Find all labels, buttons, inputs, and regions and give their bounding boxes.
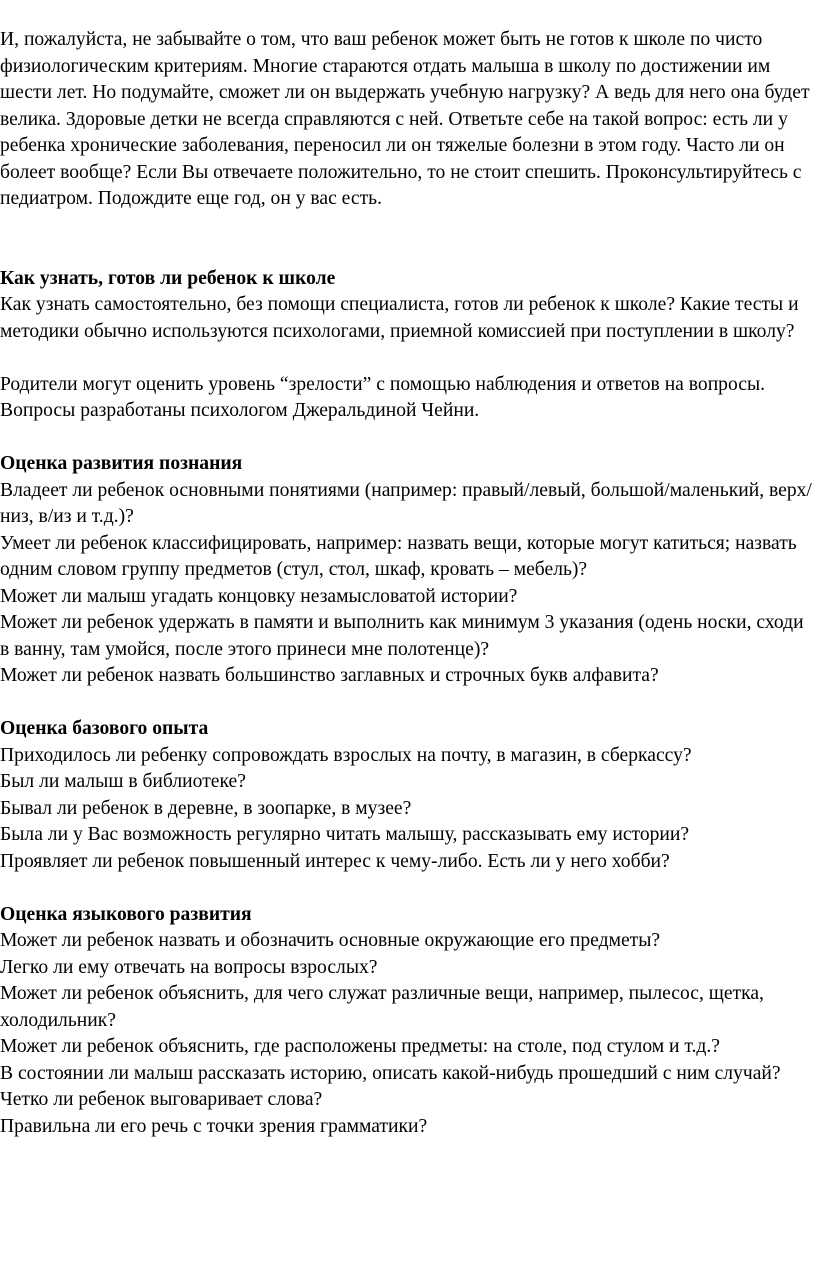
spacer — [0, 345, 812, 372]
spacer — [0, 213, 812, 266]
list-item: В состоянии ли малыш рассказать историю, описать какой-нибудь прошедший с ним случай? — [0, 1062, 781, 1084]
list-item: Четко ли ребенок выговаривает слова? — [0, 1089, 323, 1110]
how-to-know-paragraph-1: Как узнать самостоятельно, без помощи специалиста, готов ли ребенок к школе? Какие тесты и методики обычно используются психологами, приемной комиссией при поступлении в школу? — [0, 294, 799, 342]
experience-question-list — [0, 743, 812, 876]
list-item: Правильна ли его речь с точки зрения грамматики? — [0, 1115, 428, 1137]
list-item: Может ли малыш угадать концовку незамысловатой истории? — [0, 585, 518, 607]
list-item: Умеет ли ребенок классифицировать, например: назвать вещи, которые могут катиться; назвать одним словом группу предметов (стул, стол, шкаф, кровать – мебель)? — [0, 532, 797, 580]
section-heading-language: Оценка языкового развития — [0, 903, 252, 925]
list-item: Бывал ли ребенок в деревне, в зоопарке, в музее? — [0, 797, 412, 819]
list-item: Может ли ребенок удержать в памяти и выполнить как минимум 3 указания (одень носки, сходи в ванну, там умойся, после этого принеси мне полотенце)? — [0, 612, 804, 660]
document-page — [0, 27, 812, 1140]
list-item: Может ли ребенок объяснить, для чего служат различные вещи, например, пылесос, щетка, холодильник? — [0, 983, 764, 1031]
section-heading-experience: Оценка базового опыта — [0, 718, 209, 739]
list-item: Может ли ребенок назвать большинство заглавных и строчных букв алфавита? — [0, 665, 659, 686]
list-item: Может ли ребенок объяснить, где расположены предметы: на столе, под стулом и т.д.? — [0, 1036, 720, 1057]
intro-paragraph: И, пожалуйста, не забывайте о том, что ваш ребенок может быть не готов к школе по чисто физиологическим критериям. Многие стараются отдать малыша в школу по достижении им шести лет. Но подумайте, сможет ли он выдержать учебную нагрузку? А ведь для него она будет велика. Здоровые детки не всегда справляются с ней. Ответьте себе на такой вопрос: есть ли у ребенка хронические заболевания, переносил ли он тяжелые болезни в этом году. Часто ли он болеет вообще? Если Вы отвечаете положительно, то не стоит спешить. Проконсультируйтесь с педиатром. Подождите еще год, он у вас есть. — [0, 29, 810, 209]
list-item: Был ли малыш в библиотеке? — [0, 771, 246, 792]
list-item: Может ли ребенок назвать и обозначить основные окружающие его предметы? — [0, 930, 661, 951]
spacer — [0, 875, 812, 902]
list-item: Владеет ли ребенок основными понятиями (например: правый/левый, большой/маленький, верх/низ, в/из и т.д.)? — [0, 479, 812, 527]
list-item: Легко ли ему отвечать на вопросы взрослых? — [0, 956, 378, 978]
cognition-question-list — [0, 478, 812, 690]
language-question-list — [0, 928, 812, 1140]
spacer — [0, 425, 812, 452]
spacer — [0, 690, 812, 717]
list-item: Проявляет ли ребенок повышенный интерес к чему-либо. Есть ли у него хобби? — [0, 850, 670, 872]
list-item: Была ли у Вас возможность регулярно читать малышу, рассказывать ему истории? — [0, 824, 690, 845]
how-to-know-paragraph-2: Родители могут оценить уровень “зрелости” с помощью наблюдения и ответов на вопросы. Вопросы разработаны психологом Джеральдиной Чейни. — [0, 373, 766, 421]
section-heading-cognition: Оценка развития познания — [0, 453, 243, 474]
list-item: Приходилось ли ребенку сопровождать взрослых на почту, в магазин, в сберкассу? — [0, 744, 692, 766]
section-heading-how-to-know: Как узнать, готов ли ребенок к школе — [0, 267, 336, 289]
